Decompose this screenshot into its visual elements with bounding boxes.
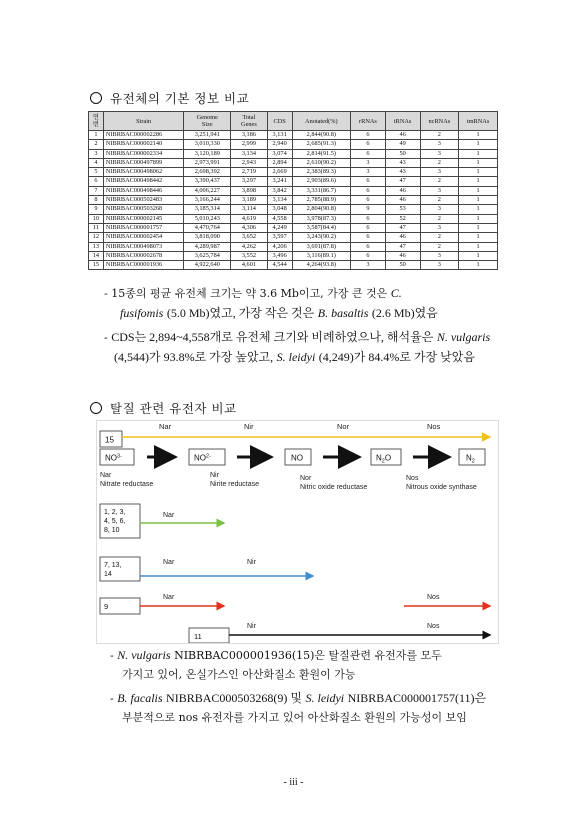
table-cell: NIBRBAC000002145 xyxy=(103,214,184,223)
table-cell: 3,251,941 xyxy=(184,131,231,140)
table-cell: 5 xyxy=(89,168,104,177)
compound-no3-label: $NO^3-$ xyxy=(105,453,122,463)
table-cell: 2,669 xyxy=(267,168,292,177)
table-cell: NIBRBAC000498062 xyxy=(103,168,184,177)
table-cell: 3 xyxy=(420,251,459,260)
table-cell: 3 xyxy=(420,261,459,270)
table-header-cell: Anotated(%) xyxy=(292,112,351,131)
table-header-cell: tRNAs xyxy=(385,112,420,131)
table-header-cell: Strain xyxy=(103,112,184,131)
table-cell: 2,719 xyxy=(231,168,268,177)
table-cell: 3 xyxy=(351,158,386,167)
table-row xyxy=(89,205,498,214)
table-row xyxy=(89,223,498,232)
table-cell: 1 xyxy=(89,131,104,140)
table-cell: 1 xyxy=(459,205,498,214)
table-cell: 6 xyxy=(351,214,386,223)
table-cell: 2 xyxy=(89,140,104,149)
table-cell: 1 xyxy=(459,251,498,260)
table-cell: NIBRBAC000002286 xyxy=(103,131,184,140)
table-header-cell: Genome Size xyxy=(184,112,231,131)
bullet-line: - N. vulgaris NIBRBAC000001936(15)은 탈질관련 유전자를 모두 xyxy=(110,648,442,662)
table-cell: 49 xyxy=(385,140,420,149)
circle-bullet-icon xyxy=(90,402,102,414)
table-cell: 3,186 xyxy=(231,131,268,140)
table-cell: 3 xyxy=(420,205,459,214)
table-cell: 3 xyxy=(351,261,386,270)
enzyme-abbr: Nar xyxy=(100,472,112,479)
table-cell: 46 xyxy=(385,186,420,195)
group-d-label: 11 xyxy=(194,632,202,641)
table-cell: 6 xyxy=(351,196,386,205)
table-cell: 1 xyxy=(459,149,498,158)
table-cell: 10 xyxy=(89,214,104,223)
table-cell: 2,685(91.3) xyxy=(292,140,351,149)
table-cell: NIBRBAC000498446 xyxy=(103,186,184,195)
table-cell: 3,189 xyxy=(231,196,268,205)
table-cell: 3,390,437 xyxy=(184,177,231,186)
table-cell: 2,894 xyxy=(267,158,292,167)
compound-n2-label: $N_2$ xyxy=(466,453,475,465)
table-cell: 4,289,987 xyxy=(184,242,231,251)
table-cell: 50 xyxy=(385,149,420,158)
table-cell: 2 xyxy=(420,158,459,167)
table-cell: 4,249 xyxy=(267,223,292,232)
enzyme-abbr: Nos xyxy=(406,475,419,482)
table-cell: 4,264(93.8) xyxy=(292,261,351,270)
table-cell: 46 xyxy=(385,196,420,205)
table-cell: 3 xyxy=(420,140,459,149)
table-cell: 53 xyxy=(385,205,420,214)
table-cell: 3,978(87.3) xyxy=(292,214,351,223)
table-cell: 3,597 xyxy=(267,233,292,242)
denitrification-diagram-svg xyxy=(97,421,498,643)
bullet-text: 15종의 평균 유전체 크기는 약 3.6 Mb이고, 가장 큰 것은 xyxy=(111,287,388,300)
table-cell: NIBRBAC000002454 xyxy=(103,233,184,242)
table-cell: 1 xyxy=(459,168,498,177)
table-header-cell: tmRNAs xyxy=(459,112,498,131)
table-cell: 43 xyxy=(385,158,420,167)
table-row xyxy=(89,242,498,251)
enzyme-label-top: Nos xyxy=(427,422,441,431)
enzyme-name: Nitrous oxide synthase xyxy=(406,484,477,491)
table-cell: 3,074 xyxy=(267,149,292,158)
table-cell: 46 xyxy=(385,233,420,242)
table-cell: 3 xyxy=(351,168,386,177)
enzyme-name: Nitric oxide reductase xyxy=(300,484,368,491)
table-cell: 3,166,244 xyxy=(184,196,231,205)
gene-label: Nar xyxy=(163,594,175,601)
table-row xyxy=(89,149,498,158)
table-cell: 3,134 xyxy=(267,196,292,205)
bullet-text: (5.0 Mb)였고, 가장 작은 것은 xyxy=(166,306,315,320)
table-cell: 46 xyxy=(385,251,420,260)
table-header-cell: CDS xyxy=(267,112,292,131)
table-cell: 47 xyxy=(385,223,420,232)
table-cell: 3,552 xyxy=(231,251,268,260)
table-cell: 2,940 xyxy=(267,140,292,149)
table-cell: 9 xyxy=(89,205,104,214)
group-label-line: 7, 13, xyxy=(104,562,122,569)
table-cell: 1 xyxy=(459,242,498,251)
table-cell: 4,601 xyxy=(231,261,268,270)
enzyme-label-top: Nar xyxy=(159,422,172,431)
species-name: S. leidyi xyxy=(305,691,345,705)
bullet-line: - B. facalis NIBRBAC000503268(9) 및 S. leidyi NIBRBAC000001757(11)은 xyxy=(110,691,487,705)
table-cell: 4,006,227 xyxy=(184,186,231,195)
table-header-cell: ncRNAs xyxy=(420,112,459,131)
table-cell: 6 xyxy=(351,149,386,158)
bullet-text: (4,249)가 84.4%로 가장 낮았음 xyxy=(318,350,475,364)
table-row xyxy=(89,131,498,140)
table-cell: 1 xyxy=(459,186,498,195)
table-cell: 3 xyxy=(420,223,459,232)
group-label-line: 14 xyxy=(104,571,112,578)
group-label-line: 8, 10 xyxy=(104,527,120,534)
section-heading-denitrification xyxy=(90,399,237,417)
bullet-text: NIBRBAC000001936(15)은 탈질관련 유전자를 모두 xyxy=(174,649,442,662)
gene-label: Nir xyxy=(247,623,256,630)
table-cell: 43 xyxy=(385,168,420,177)
table-cell: NIBRBAC000503268 xyxy=(103,205,184,214)
table-cell: 3,134 xyxy=(231,149,268,158)
gene-label: Nos xyxy=(427,594,440,601)
table-cell: 3,120,189 xyxy=(184,149,231,158)
table-cell: 6 xyxy=(351,177,386,186)
species-name: B. facalis xyxy=(117,691,163,705)
table-cell: 2,903(89.6) xyxy=(292,177,351,186)
table-header-cell: 연 번 xyxy=(89,112,104,131)
table-cell: 5,010,243 xyxy=(184,214,231,223)
table-row xyxy=(89,186,498,195)
table-cell: 1 xyxy=(459,214,498,223)
table-cell: 3,898 xyxy=(231,186,268,195)
table-cell: 2,785(88.9) xyxy=(292,196,351,205)
table-cell: 3,818,090 xyxy=(184,233,231,242)
table-cell: NIBRBAC000002334 xyxy=(103,149,184,158)
table-cell: 4,619 xyxy=(231,214,268,223)
group-label-line: 4, 5, 6, xyxy=(104,518,126,525)
enzyme-label-top: Nir xyxy=(244,422,254,431)
table-cell: 2 xyxy=(420,177,459,186)
bullet-line xyxy=(110,667,505,682)
table-cell: 3,691(87.8) xyxy=(292,242,351,251)
enzyme-label-top: Nor xyxy=(337,422,350,431)
table-cell: NIBRBAC000498073 xyxy=(103,242,184,251)
table-cell: 3,652 xyxy=(231,233,268,242)
table-cell: 3,625,784 xyxy=(184,251,231,260)
table-cell: 6 xyxy=(351,131,386,140)
bullet-text: (2.6 Mb)였음 xyxy=(371,306,438,320)
table-cell: 3,842 xyxy=(267,186,292,195)
table-cell: 6 xyxy=(351,233,386,242)
species-name: N. vulgaris xyxy=(117,648,171,662)
table-cell: 8 xyxy=(89,196,104,205)
table-cell: 2,804(90.8) xyxy=(292,205,351,214)
enzyme-abbr: Nir xyxy=(210,472,219,479)
compound-n2o-label: $N_2O$ xyxy=(376,453,392,465)
table-cell: 2,698,392 xyxy=(184,168,231,177)
bullet-text: CDS는 2,894~4,558개로 유전체 크기와 비례하였으나, 해석율은 xyxy=(111,330,434,344)
gene-label: Nir xyxy=(247,559,256,566)
table-cell: 2 xyxy=(420,131,459,140)
table-cell: 1 xyxy=(459,177,498,186)
bullet-cds xyxy=(104,330,509,365)
table-cell: 46 xyxy=(385,131,420,140)
table-cell: 3,331(86.7) xyxy=(292,186,351,195)
table-cell: 2,844(90.8) xyxy=(292,131,351,140)
table-cell: 3,587(84.4) xyxy=(292,223,351,232)
table-cell: 4,306 xyxy=(231,223,268,232)
table-cell: 2 xyxy=(420,196,459,205)
circle-bullet-icon xyxy=(90,92,102,104)
species-name: C. xyxy=(390,286,402,300)
table-cell: 14 xyxy=(89,251,104,260)
table-header-row xyxy=(89,112,498,131)
enzyme-name: Nitrate reductase xyxy=(100,481,154,488)
table-cell: 4,544 xyxy=(267,261,292,270)
table-row xyxy=(89,177,498,186)
table-cell: 3,496 xyxy=(267,251,292,260)
table-cell: 1 xyxy=(459,158,498,167)
bullet-line xyxy=(104,306,504,321)
table-cell: 6 xyxy=(351,251,386,260)
table-cell: 6 xyxy=(89,177,104,186)
table-cell: NIBRBAC000497899 xyxy=(103,158,184,167)
table-cell: 4,558 xyxy=(267,214,292,223)
bullet-text: 가지고 있어, 온실가스인 아산화질소 환원이 가능 xyxy=(122,668,356,681)
table-cell: 2 xyxy=(420,214,459,223)
bullet-vulgaris xyxy=(110,648,505,682)
table-header-cell: rRNAs xyxy=(351,112,386,131)
table-cell: 2 xyxy=(420,242,459,251)
group-c-label: 9 xyxy=(104,602,109,611)
table-cell: 1 xyxy=(459,261,498,270)
table-row xyxy=(89,168,498,177)
table-cell: 1 xyxy=(459,131,498,140)
table-cell: 3,243(90.2) xyxy=(292,233,351,242)
table-cell: 2,973,991 xyxy=(184,158,231,167)
table-cell: 3 xyxy=(420,186,459,195)
table-row xyxy=(89,214,498,223)
table-cell: 3 xyxy=(89,149,104,158)
table-row xyxy=(89,261,498,270)
table-cell: NIBRBAC000001936 xyxy=(103,261,184,270)
table-row xyxy=(89,158,498,167)
bullet-line: - CDS는 2,894~4,558개로 유전체 크기와 비례하였으나, 해석율은 N. vulgaris xyxy=(104,330,491,344)
species-name: B. basaltis xyxy=(317,306,369,320)
gene-label: Nar xyxy=(163,559,175,566)
compound-no-label: NO xyxy=(291,453,303,463)
bullet-text: NIBRBAC000503268(9) 및 xyxy=(166,691,302,705)
table-cell: 4,206 xyxy=(267,242,292,251)
table-cell: 2,610(90.2) xyxy=(292,158,351,167)
section-heading-genome-info xyxy=(90,89,249,107)
table-cell: 3 xyxy=(420,168,459,177)
table-cell: 1 xyxy=(459,196,498,205)
table-header-cell: Total Genes xyxy=(231,112,268,131)
table-cell: 2,999 xyxy=(231,140,268,149)
group-15-label: 15 xyxy=(105,435,114,445)
table-cell: NIBRBAC000498442 xyxy=(103,177,184,186)
table-cell: 4,262 xyxy=(231,242,268,251)
table-cell: 4,470,764 xyxy=(184,223,231,232)
gene-label: Nar xyxy=(163,512,175,519)
compound-no2-label: $NO^2-$ xyxy=(194,453,211,463)
table-row xyxy=(89,140,498,149)
table-cell: 2,943 xyxy=(231,158,268,167)
table-cell: 11 xyxy=(89,223,104,232)
table-cell: 3,010,330 xyxy=(184,140,231,149)
bullet-genome-size xyxy=(104,286,504,321)
table-cell: 15 xyxy=(89,261,104,270)
bullet-partial-nos xyxy=(110,691,505,725)
enzyme-abbr: Nor xyxy=(300,475,312,482)
table-cell: 50 xyxy=(385,261,420,270)
table-cell: 52 xyxy=(385,214,420,223)
table-cell: 1 xyxy=(459,223,498,232)
table-cell: 1 xyxy=(459,233,498,242)
bullet-text: 부분적으로 nos 유전자를 가지고 있어 아산화질소 환원의 가능성이 보임 xyxy=(122,711,467,724)
table-cell: 3,185,314 xyxy=(184,205,231,214)
section-title: 탈질 관련 유전자 비교 xyxy=(110,401,237,416)
table-cell: 2,383(89.3) xyxy=(292,168,351,177)
table-row xyxy=(89,251,498,260)
section-title: 유전체의 기본 정보 비교 xyxy=(110,91,250,106)
enzyme-name: Nirite reductase xyxy=(210,481,260,488)
table-row xyxy=(89,196,498,205)
bullet-text: NIBRBAC000001757(11)은 xyxy=(347,691,487,705)
bullet-line xyxy=(104,350,509,365)
table-cell: NIBRBAC000001757 xyxy=(103,223,184,232)
denitrification-diagram xyxy=(96,420,499,644)
table-cell: 2,814(91.5) xyxy=(292,149,351,158)
table-cell: 3 xyxy=(420,149,459,158)
table-row xyxy=(89,233,498,242)
table-cell: 9 xyxy=(351,205,386,214)
page-number: - iii - xyxy=(283,777,304,788)
table-cell: 3,241 xyxy=(267,177,292,186)
table-cell: 4 xyxy=(89,158,104,167)
table-cell: 4,922,640 xyxy=(184,261,231,270)
table-cell: 3,048 xyxy=(267,205,292,214)
table-cell: 3,131 xyxy=(267,131,292,140)
species-name: N. vulgaris xyxy=(436,330,491,344)
table-cell: 6 xyxy=(351,186,386,195)
genome-info-table xyxy=(88,111,498,270)
table-cell: 13 xyxy=(89,242,104,251)
group-label-line: 1, 2, 3, xyxy=(104,509,126,516)
gene-label: Nos xyxy=(427,623,440,630)
table-cell: 12 xyxy=(89,233,104,242)
table-cell: NIBRBAC000002678 xyxy=(103,251,184,260)
table-body xyxy=(89,131,498,270)
table-cell: 3,114 xyxy=(231,205,268,214)
table-cell: NIBRBAC000502483 xyxy=(103,196,184,205)
table-cell: 7 xyxy=(89,186,104,195)
bullet-text: (4,544)가 93.8%로 가장 높았고, xyxy=(114,350,274,364)
species-name: S. leidyi xyxy=(276,350,316,364)
table-cell: NIBRBAC000002140 xyxy=(103,140,184,149)
species-name: fusifomis xyxy=(120,306,164,320)
table-cell: 1 xyxy=(459,140,498,149)
bullet-line: - 15종의 평균 유전체 크기는 약 3.6 Mb이고, 가장 큰 것은 C. xyxy=(104,286,402,300)
table-cell: 3,297 xyxy=(231,177,268,186)
table-cell: 6 xyxy=(351,140,386,149)
table-cell: 6 xyxy=(351,223,386,232)
table-cell: 3,116(89.1) xyxy=(292,251,351,260)
table-cell: 2 xyxy=(420,233,459,242)
table-cell: 47 xyxy=(385,242,420,251)
table-cell: 6 xyxy=(351,242,386,251)
table-cell: 47 xyxy=(385,177,420,186)
bullet-line xyxy=(110,710,505,725)
